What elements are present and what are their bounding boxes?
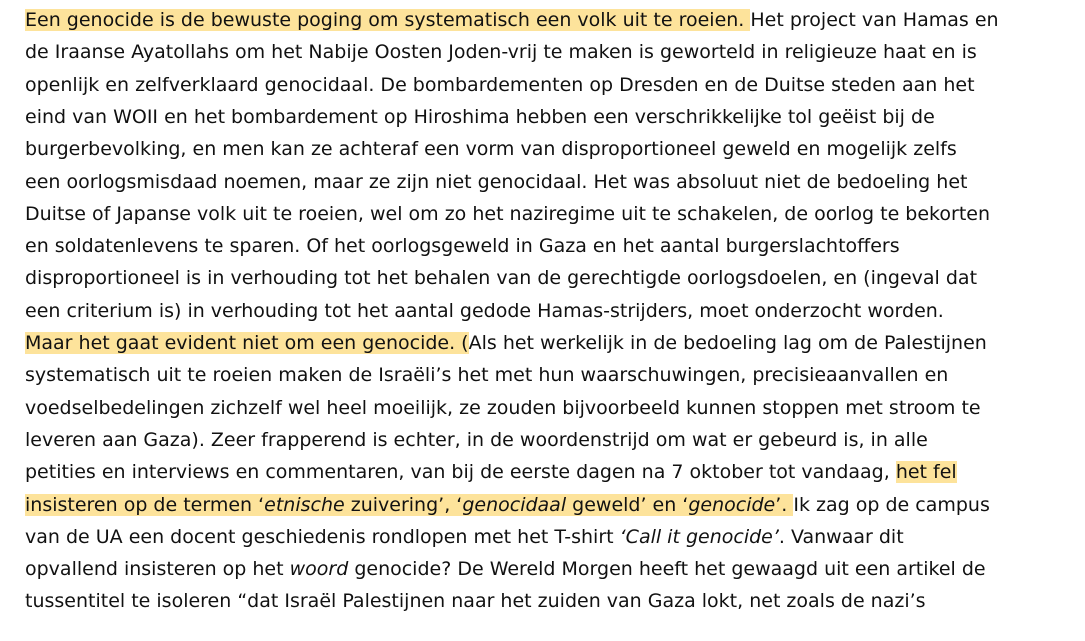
text-line — [25, 298, 944, 324]
text-line — [25, 104, 935, 130]
text-line — [25, 39, 977, 65]
highlighted-text: Een genocide is de bewuste poging om systematisch een volk uit te roeien. — [25, 9, 751, 31]
text-run: systematisch uit te roeien maken de Israëli’s het met hun waarschuwingen, precisieaanvallen en — [25, 364, 949, 387]
text-line — [25, 201, 990, 227]
text-run: disproportioneel is in verhouding tot het behalen van de gerechtigde oorlogsdoelen, en (ingeval dat — [25, 267, 978, 290]
text-line — [25, 72, 975, 98]
highlighted-text: genocide — [688, 493, 776, 516]
highlighted-text: ’. — [775, 493, 794, 516]
text-run: van de UA een docent geschiedenis rondlopen met het T-shirt — [25, 525, 620, 548]
highlighted-text: geweld’ en ‘ — [566, 493, 689, 516]
text-line — [25, 492, 990, 518]
italic-text: ‘Call it genocide’ — [619, 525, 779, 548]
text-run: Duitse of Japanse volk uit te roeien, wel om zo het naziregime uit te schakelen, de oorlog te bekorten — [25, 202, 991, 225]
text-run: . Vanwaar dit — [778, 525, 904, 548]
text-line — [25, 330, 987, 356]
text-line — [25, 427, 928, 453]
text-line — [25, 233, 900, 259]
highlighted-text: Maar het gaat evident niet om een genocide. ( — [25, 332, 469, 354]
text-run: een criterium is) in verhouding tot het aantal gedode Hamas-strijders, moet onderzocht worden. — [25, 299, 944, 322]
highlighted-text: etnische — [264, 493, 345, 516]
text-run: voedselbedelingen zichzelf wel heel moeilijk, ze zouden bijvoorbeeld kunnen stoppen met stroom te — [25, 396, 981, 419]
text-line — [25, 362, 948, 388]
text-run: Als het werkelijk in de bedoeling lag om de Palestijnen — [468, 332, 987, 354]
text-line — [25, 395, 981, 421]
highlighted-text: zuivering’, ‘ — [344, 493, 463, 516]
text-line — [25, 265, 977, 291]
text-line — [25, 588, 926, 614]
text-run: de Iraanse Ayatollahs om het Nabije Oosten Joden-vrij te maken is geworteld in religieuze haat en is — [25, 41, 977, 64]
highlighted-text: genocidaal — [462, 493, 567, 516]
highlighted-text: het fel — [895, 461, 957, 484]
text-run: genocide? De Wereld Morgen heeft het gewaagd uit een artikel de — [348, 558, 986, 581]
text-run: eind van WOII en het bombardement op Hiroshima hebben een verschrikkelijke tol geëist bij de — [25, 105, 935, 128]
text-run: Het project van Hamas en — [750, 9, 999, 31]
text-line — [25, 7, 999, 33]
text-run: tussentitel te isoleren “dat Israël Palestijnen naar het zuiden van Gaza lokt, net zoals de nazi’s — [25, 590, 926, 613]
text-line — [25, 524, 904, 550]
text-run: Ik zag op de campus — [793, 493, 990, 516]
highlighted-text: insisteren op de termen ‘ — [25, 493, 265, 516]
text-run: leveren aan Gaza). Zeer frapperend is echter, in de woordenstrijd om wat er gebeurd is, in alle — [25, 428, 928, 451]
text-line — [25, 556, 986, 582]
text-line — [25, 136, 957, 162]
text-line — [25, 459, 957, 485]
text-run: openlijk en zelfverklaard genocidaal. De bombardementen op Dresden en de Duitse steden aan het — [25, 73, 975, 96]
italic-text: woord — [289, 558, 349, 581]
text-run: en soldatenlevens te sparen. Of het oorlogsgeweld in Gaza en het aantal burgerslachtoffers — [25, 235, 900, 258]
text-run: een oorlogsmisdaad noemen, maar ze zijn niet genocidaal. Het was absoluut niet de bedoeling het — [25, 170, 968, 193]
text-run: opvallend insisteren op het — [25, 558, 290, 581]
text-line — [25, 169, 967, 195]
text-run: burgerbevolking, en men kan ze achteraf een vorm van disproportioneel geweld en mogelijk zelfs — [25, 138, 957, 161]
text-run: petities en interviews en commentaren, van bij de eerste dagen na 7 oktober tot vandaag, — [25, 461, 896, 484]
